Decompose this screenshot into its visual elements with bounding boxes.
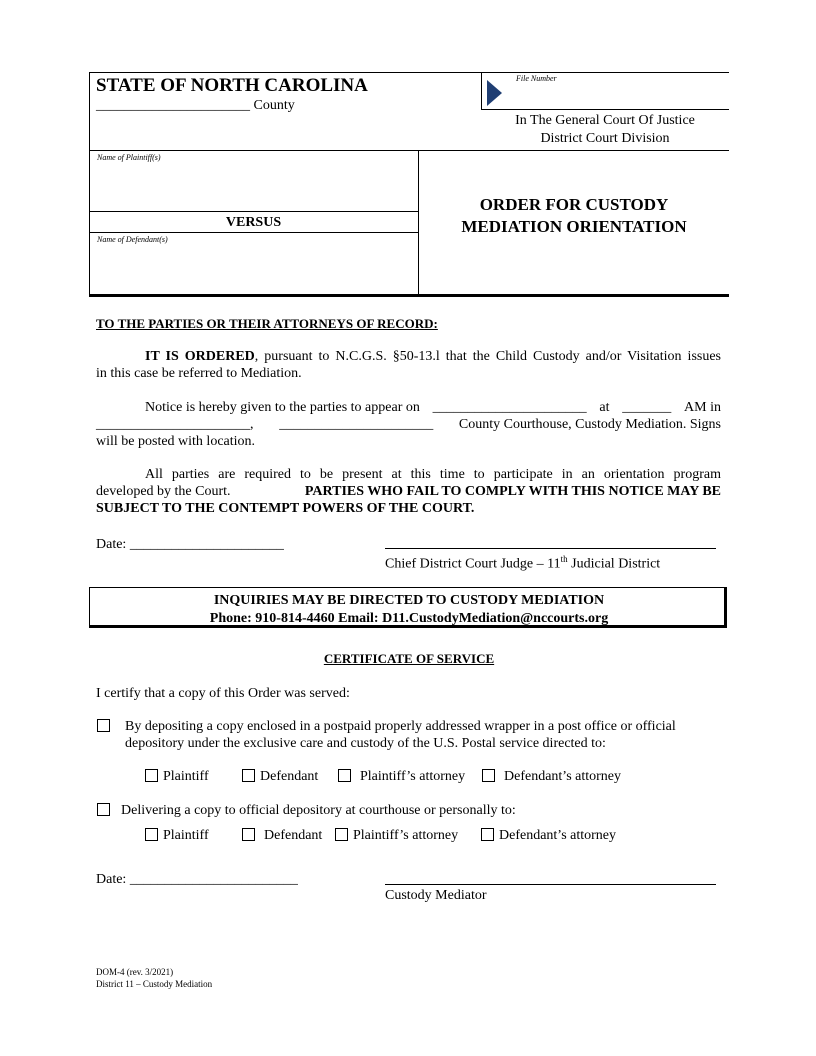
service-date-label: Date: <box>96 872 127 887</box>
versus-bottom-rule <box>89 232 418 233</box>
checkbox[interactable] <box>242 769 255 782</box>
all-parties-paragraph <box>96 466 721 517</box>
appear-place-blank[interactable]: ______________________, <box>96 417 254 432</box>
all-parties-line-2a: developed by the Court. <box>96 484 231 499</box>
file-number-input[interactable] <box>508 84 726 106</box>
order-date-line <box>96 536 284 553</box>
caption-bottom-rule <box>89 294 729 297</box>
form-district: District 11 – Custody Mediation <box>96 979 213 989</box>
personal-service-text: Delivering a copy to official depository at courthouse or personally to: <box>121 803 516 818</box>
checkbox[interactable] <box>242 828 255 841</box>
mediator-signature-line[interactable] <box>385 884 716 885</box>
checkbox[interactable] <box>338 769 351 782</box>
header-top-rule <box>89 72 729 73</box>
warning-line-2: SUBJECT TO THE CONTEMPT POWERS OF THE COURT. <box>96 501 475 516</box>
order-date-label: Date: <box>96 537 127 552</box>
plaintiff-label: Name of Plaintiff(s) <box>97 153 161 162</box>
court-line-1: In The General Court Of Justice <box>515 113 695 128</box>
am-in-label: AM in <box>684 400 721 415</box>
order-title-line-2: MEDIATION ORIENTATION <box>461 217 687 236</box>
file-number-box-left <box>481 72 482 110</box>
judge-signature-label: Chief District Court Judge – 11th Judicial District <box>385 554 661 572</box>
file-number-label: File Number <box>516 74 557 83</box>
file-number-arrow-icon <box>486 79 504 107</box>
ordered-line-1: , pursuant to N.C.G.S. §50-13.l that the Child Custody and/or Visitation issues <box>254 349 721 364</box>
appear-date-blank[interactable]: ______________________ <box>432 400 587 415</box>
checkbox[interactable] <box>145 769 158 782</box>
versus-top-rule <box>89 211 418 212</box>
personal-recipient-row <box>0 827 816 847</box>
mail-service-text-2: depository under the exclusive care and custody of the U.S. Postal service directed to: <box>125 736 606 751</box>
mail-plaintiff-option[interactable]: Plaintiff <box>145 768 209 785</box>
mail-service-checkbox[interactable] <box>97 719 110 732</box>
all-parties-line-1: All parties are required to be present at this time to participate in an orientation program <box>145 467 721 482</box>
inquiries-line-1: INQUIRIES MAY BE DIRECTED TO CUSTODY MEDIATION <box>213 593 605 608</box>
mail-defendant-attorney-option[interactable]: Defendant’s attorney <box>482 768 621 785</box>
certificate-intro: I certify that a copy of this Order was served: <box>96 686 350 701</box>
state-title: STATE OF NORTH CAROLINA <box>96 75 368 96</box>
checkbox[interactable] <box>145 828 158 841</box>
defendant-name-field[interactable] <box>92 248 414 292</box>
ordered-bold: IT IS ORDERED <box>145 349 255 364</box>
mail-recipient-row <box>0 768 816 788</box>
county-blank[interactable]: ______________________ <box>96 98 250 113</box>
plaintiff-name-field[interactable] <box>92 165 414 209</box>
versus-label: VERSUS <box>225 215 282 230</box>
checkbox[interactable] <box>481 828 494 841</box>
inquiries-contact[interactable]: Phone: 910-814-4460 Email: D11.CustodyMediation@nccourts.org <box>209 611 609 626</box>
judge-signature-line[interactable] <box>385 548 716 549</box>
appear-time-blank[interactable]: _______ <box>622 400 672 415</box>
order-title-line-1: ORDER FOR CUSTODY <box>479 195 669 214</box>
order-date-blank[interactable]: ______________________ <box>129 537 284 552</box>
form-id: DOM-4 (rev. 3/2021) <box>96 967 174 977</box>
county-line <box>96 98 295 114</box>
certificate-title: CERTIFICATE OF SERVICE <box>323 651 495 666</box>
ordered-paragraph <box>96 348 721 382</box>
personal-service-checkbox[interactable] <box>97 803 110 816</box>
mediator-signature-label: Custody Mediator <box>385 888 487 903</box>
notice-line-3: will be posted with location. <box>96 434 256 449</box>
defendant-label: Name of Defendant(s) <box>97 235 168 244</box>
court-line-2: District Court Division <box>540 131 670 146</box>
at-label: at <box>599 400 610 415</box>
mail-defendant-option[interactable]: Defendant <box>242 768 318 785</box>
service-date-line <box>96 871 298 888</box>
personal-defendant-attorney-option[interactable]: Defendant’s attorney <box>481 827 616 844</box>
mail-service-text-1: By depositing a copy enclosed in a postpaid properly addressed wrapper in a post office or official <box>125 719 676 734</box>
personal-plaintiff-attorney-option[interactable]: Plaintiff’s attorney <box>335 827 458 844</box>
checkbox[interactable] <box>335 828 348 841</box>
notice-paragraph <box>96 399 721 450</box>
checkbox[interactable] <box>482 769 495 782</box>
caption-top-rule <box>89 150 729 151</box>
file-number-box-bottom <box>481 109 729 110</box>
mail-plaintiff-attorney-option[interactable]: Plaintiff’s attorney <box>338 768 465 785</box>
appear-county-blank[interactable]: ______________________ <box>279 417 434 432</box>
service-date-blank[interactable]: ________________________ <box>129 872 298 887</box>
personal-plaintiff-option[interactable]: Plaintiff <box>145 827 209 844</box>
courthouse-text: County Courthouse, Custody Mediation. Signs <box>458 417 721 432</box>
warning-line-1: PARTIES WHO FAIL TO COMPLY WITH THIS NOTICE MAY BE <box>304 484 721 499</box>
to-parties-heading: TO THE PARTIES OR THEIR ATTORNEYS OF RECORD: <box>96 316 438 331</box>
county-label: County <box>253 98 295 113</box>
header-left-rule <box>89 72 90 296</box>
ordered-line-2: in this case be referred to Mediation. <box>96 366 302 381</box>
personal-defendant-option[interactable]: Defendant <box>242 827 322 844</box>
notice-text: Notice is hereby given to the parties to appear on <box>145 400 420 415</box>
